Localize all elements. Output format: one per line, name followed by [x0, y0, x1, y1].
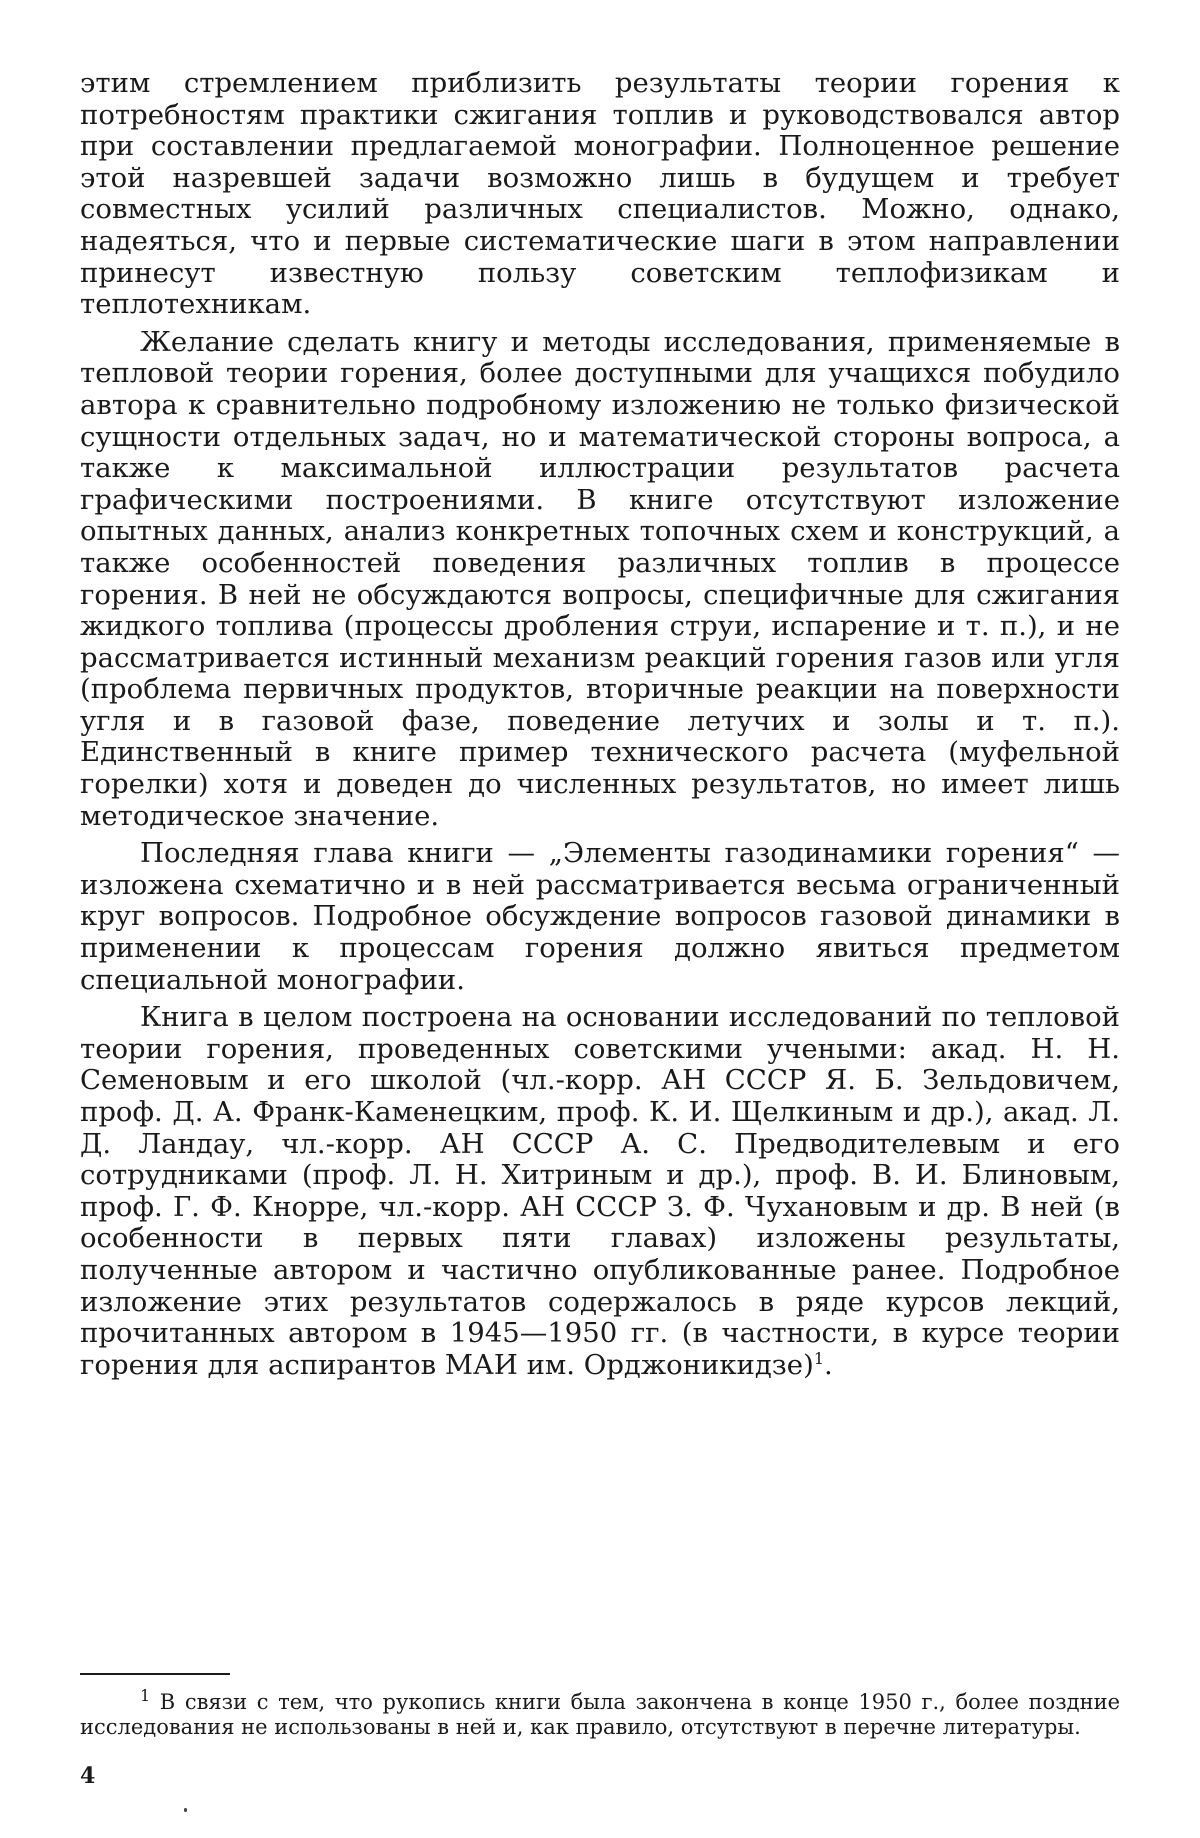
- footnote-text: В связи с тем, что рукопись книги была закончена в конце 1950 г., более поздние исследования не использованы в ней и, как правило, отсутствуют в перечне литературы.: [80, 1690, 1120, 1739]
- paragraph-2: Желание сделать книгу и методы исследования, применяемые в тепловой теории горения, более доступными для учащихся побудило автора к сравнительно подробному изложению не только физической сущности отдельных задач, но и математической стороны вопроса, а также к максимальной иллюстрации результатов расчета графическими построениями. В книге отсутствуют изложение опытных данных, анализ конкретных топочных схем и конструкций, а также особенностей поведения различных топлив в процессе горения. В ней не обсуждаются вопросы, специфичные для сжигания жидкого топлива (процессы дробления струи, испарение и т. п.), и не рассматривается истинный механизм реакций горения газов или угля (проблема первичных продуктов, вторичные реакции на поверхности угля и в газовой фазе, поведение летучих и золы и т. п.). Единственный в книге пример технического расчета (муфельной горелки) хотя и доведен до численных результатов, но имеет лишь методическое значение.: [80, 325, 1120, 832]
- paragraph-4-text: Книга в целом построена на основании исследований по тепловой теории горения, проведенных советскими учеными: акад. Н. Н. Семеновым и его школой (чл.-корр. АН СССР Я. Б. Зельдовичем, проф. Д. А. Франк-Каменецким, проф. К. И. Щелкиным и др.), акад. Л. Д. Ландау, чл.-корр. АН СССР А. С. Предводителевым и его сотрудниками (проф. Л. Н. Хитриным и др.), проф. В. И. Блиновым, проф. Г. Ф. Кнорре, чл.-корр. АН СССР З. Ф. Чухановым и др. В ней (в особенности в первых пяти главах) изложены результаты, полученные автором и частично опубликованные ранее. Подробное изложение этих результатов содержалось в ряде курсов лекций, прочитанных автором в 1945—1950 гг. (в частности, в курсе теории горения для аспирантов МАИ им. Орджоникидзе): [80, 1001, 1120, 1381]
- paragraph-3: Последняя глава книги — „Элементы газодинамики горения“ — изложена схематично и в ней рассматривается весьма ограниченный круг вопросов. Подробное обсуждение вопросов газовой динамики в применении к процессам горения должно явиться предметом специальной монографии.: [80, 837, 1120, 996]
- page-body: [80, 68, 1120, 1387]
- paragraph-1: этим стремлением приблизить результаты теории горения к потребностям практики сжигания топлив и руководствовался автор при составлении предлагаемой монографии. Полноценное решение этой назревшей задачи возможно лишь в будущем и требует совместных усилий различных специалистов. Можно, однако, надеяться, что и первые систематические шаги в этом направлении принесут известную пользу советским теплофизикам и теплотехникам.: [80, 67, 1120, 321]
- footnote-divider: [80, 1673, 230, 1675]
- paragraph-4: Книга в целом построена на основании исследований по тепловой теории горения, проведенных советскими учеными: акад. Н. Н. Семеновым и его школой (чл.-корр. АН СССР Я. Б. Зельдовичем, проф. Д. А. Франк-Каменецким, проф. К. И. Щелкиным и др.), акад. Л. Д. Ландау, чл.-корр. АН СССР А. С. Предводителевым и его сотрудниками (проф. Л. Н. Хитриным и др.), проф. В. И. Блиновым, проф. Г. Ф. Кнорре, чл.-корр. АН СССР З. Ф. Чухановым и др. В ней (в особенности в первых пяти главах) изложены результаты, полученные автором и частично опубликованные ранее. Подробное изложение этих результатов содержалось в ряде курсов лекций, прочитанных автором в 1945—1950 гг. (в частности, в курсе теории горения для аспирантов МАИ им. Орджоникидзе)$^1$.: [80, 1001, 1120, 1381]
- footnote-1: [80, 1686, 1120, 1740]
- scan-speck: [184, 1808, 187, 1812]
- footnote-reference: 1: [813, 1348, 824, 1368]
- footnote-marker: 1: [140, 1686, 151, 1705]
- footnotes: [80, 1686, 1120, 1740]
- page-number: 4: [80, 1763, 96, 1789]
